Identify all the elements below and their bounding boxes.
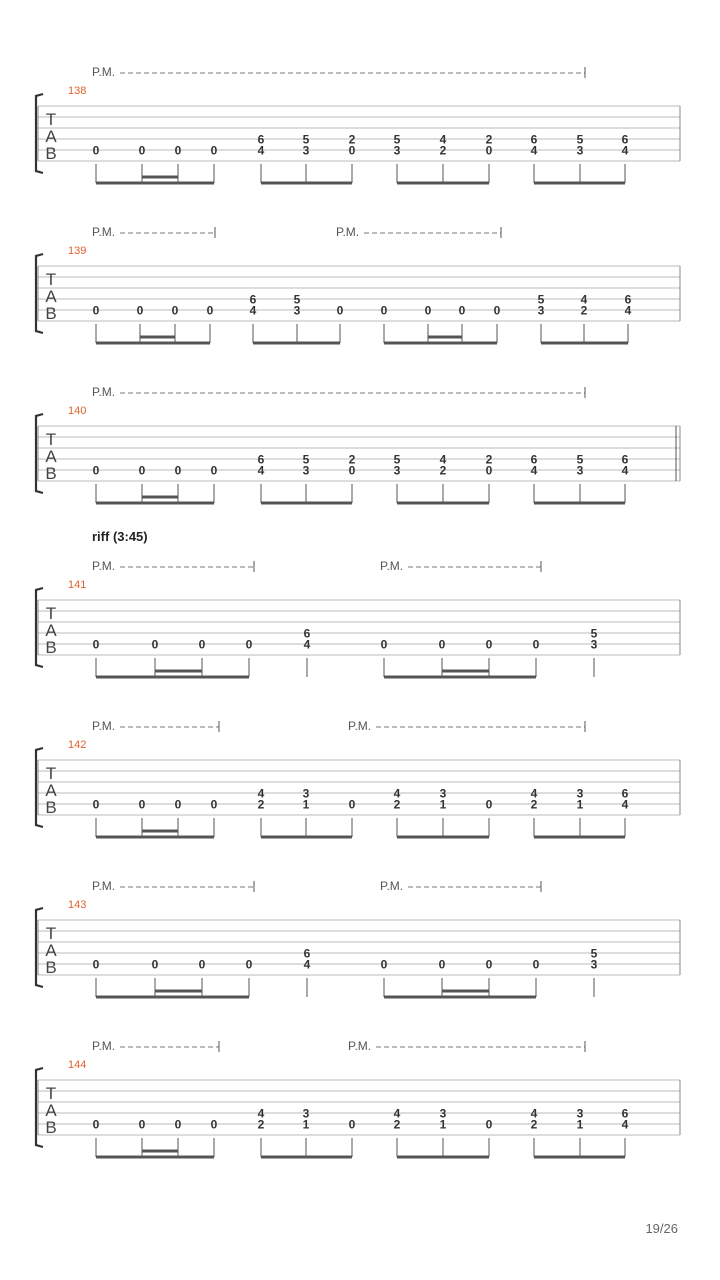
fret-number: 0 — [92, 463, 100, 478]
fret-number: 0 — [92, 303, 100, 318]
fret-number: 3 — [393, 463, 401, 478]
fret-number: 0 — [245, 957, 253, 972]
tab-clef-letter: B — [45, 304, 57, 323]
fret-number: 1 — [302, 797, 310, 812]
fret-number: 0 — [348, 1117, 356, 1132]
fret-number: 4 — [393, 786, 401, 801]
fret-number: 1 — [439, 1117, 447, 1132]
palm-mute-label: P.M. — [92, 879, 116, 893]
fret-number: 0 — [138, 797, 146, 812]
fret-number: 0 — [485, 797, 493, 812]
tab-clef-letter: A — [45, 127, 57, 146]
fret-number: 1 — [576, 797, 584, 812]
fret-number: 4 — [257, 143, 265, 158]
palm-mute-label: P.M. — [348, 719, 372, 733]
fret-number: 0 — [348, 797, 356, 812]
tab-system — [36, 879, 680, 997]
tab-clef-letter: B — [45, 638, 57, 657]
fret-number: 0 — [348, 463, 356, 478]
tab-clef-letter: A — [45, 941, 57, 960]
fret-number: 4 — [249, 303, 257, 318]
fret-number: 5 — [393, 132, 401, 147]
fret-number: 4 — [621, 143, 629, 158]
fret-number: 3 — [576, 786, 584, 801]
fret-number: 1 — [439, 797, 447, 812]
fret-number: 4 — [303, 957, 311, 972]
fret-number: 0 — [438, 637, 446, 652]
fret-number: 2 — [257, 1117, 265, 1132]
fret-number: 2 — [348, 132, 356, 147]
fret-number: 0 — [198, 637, 206, 652]
measure-number: 140 — [68, 405, 87, 417]
fret-number: 2 — [393, 797, 401, 812]
tab-system — [36, 1039, 680, 1157]
fret-number: 4 — [439, 132, 447, 147]
fret-number: 0 — [532, 957, 540, 972]
measure-number: 142 — [68, 739, 87, 751]
fret-number: 4 — [257, 786, 265, 801]
fret-number: 1 — [576, 1117, 584, 1132]
fret-number: 0 — [171, 303, 179, 318]
tab-clef-letter: A — [45, 781, 57, 800]
fret-number: 3 — [576, 463, 584, 478]
measure-number: 144 — [68, 1059, 87, 1071]
fret-number: 4 — [580, 292, 588, 307]
fret-number: 2 — [580, 303, 588, 318]
fret-number: 0 — [485, 1117, 493, 1132]
tab-clef-letter: T — [45, 110, 57, 129]
tab-clef-letter: B — [45, 958, 57, 977]
fret-number: 0 — [174, 143, 182, 158]
fret-number: 3 — [293, 303, 301, 318]
tab-clef-letter: T — [45, 270, 57, 289]
measure-number: 141 — [68, 579, 87, 591]
palm-mute-label: P.M. — [92, 225, 116, 239]
tab-system — [36, 529, 680, 677]
fret-number: 0 — [336, 303, 344, 318]
fret-number: 0 — [174, 797, 182, 812]
fret-number: 0 — [485, 143, 493, 158]
tab-clef-letter: T — [45, 430, 57, 449]
fret-number: 3 — [590, 637, 598, 652]
fret-number: 6 — [624, 292, 632, 307]
tab-system — [36, 385, 680, 503]
tab-clef-letter: B — [45, 464, 57, 483]
fret-number: 0 — [138, 143, 146, 158]
palm-mute-label: P.M. — [92, 559, 116, 573]
fret-number: 0 — [136, 303, 144, 318]
section-label: riff (3:45) — [92, 529, 148, 544]
fret-number: 4 — [621, 463, 629, 478]
tab-clef-letter: T — [45, 1084, 57, 1103]
tab-clef-letter: T — [45, 604, 57, 623]
fret-number: 3 — [537, 303, 545, 318]
tab-clef-letter: T — [45, 924, 57, 943]
fret-number: 0 — [174, 1117, 182, 1132]
measure-number: 143 — [68, 899, 87, 911]
fret-number: 4 — [530, 1106, 538, 1121]
fret-number: 0 — [380, 637, 388, 652]
fret-number: 6 — [621, 452, 629, 467]
fret-number: 0 — [210, 797, 218, 812]
fret-number: 0 — [380, 303, 388, 318]
fret-number: 5 — [302, 132, 310, 147]
fret-number: 0 — [92, 797, 100, 812]
fret-number: 2 — [439, 143, 447, 158]
tab-clef-letter: B — [45, 798, 57, 817]
fret-number: 0 — [92, 637, 100, 652]
fret-number: 0 — [485, 637, 493, 652]
fret-number: 2 — [485, 132, 493, 147]
palm-mute-label: P.M. — [336, 225, 360, 239]
fret-number: 6 — [257, 452, 265, 467]
fret-number: 0 — [138, 463, 146, 478]
fret-number: 4 — [303, 637, 311, 652]
fret-number: 1 — [302, 1117, 310, 1132]
fret-number: 0 — [92, 957, 100, 972]
fret-number: 4 — [530, 143, 538, 158]
fret-number: 2 — [485, 452, 493, 467]
fret-number: 2 — [530, 1117, 538, 1132]
fret-number: 4 — [621, 1117, 629, 1132]
fret-number: 3 — [302, 786, 310, 801]
measure-number: 139 — [68, 245, 87, 257]
fret-number: 0 — [151, 637, 159, 652]
fret-number: 5 — [293, 292, 301, 307]
fret-number: 4 — [530, 463, 538, 478]
fret-number: 0 — [348, 143, 356, 158]
fret-number: 0 — [138, 1117, 146, 1132]
fret-number: 2 — [530, 797, 538, 812]
fret-number: 5 — [590, 946, 598, 961]
fret-number: 6 — [303, 626, 311, 641]
palm-mute-label: P.M. — [380, 879, 404, 893]
palm-mute-label: P.M. — [380, 559, 404, 573]
page-number: 19/26 — [645, 1221, 678, 1236]
fret-number: 5 — [302, 452, 310, 467]
fret-number: 5 — [590, 626, 598, 641]
tab-system — [36, 65, 680, 183]
fret-number: 0 — [210, 1117, 218, 1132]
palm-mute-label: P.M. — [92, 65, 116, 79]
palm-mute-label: P.M. — [92, 1039, 116, 1053]
palm-mute-label: P.M. — [92, 385, 116, 399]
palm-mute-label: P.M. — [92, 719, 116, 733]
fret-number: 0 — [493, 303, 501, 318]
fret-number: 4 — [624, 303, 632, 318]
tab-system — [36, 719, 680, 837]
fret-number: 0 — [92, 1117, 100, 1132]
palm-mute-label: P.M. — [348, 1039, 372, 1053]
fret-number: 2 — [257, 797, 265, 812]
fret-number: 0 — [92, 143, 100, 158]
fret-number: 6 — [303, 946, 311, 961]
fret-number: 0 — [485, 463, 493, 478]
fret-number: 0 — [424, 303, 432, 318]
fret-number: 2 — [439, 463, 447, 478]
fret-number: 3 — [576, 143, 584, 158]
fret-number: 3 — [439, 786, 447, 801]
fret-number: 0 — [245, 637, 253, 652]
fret-number: 3 — [576, 1106, 584, 1121]
fret-number: 4 — [439, 452, 447, 467]
fret-number: 5 — [537, 292, 545, 307]
tab-clef-letter: A — [45, 447, 57, 466]
fret-number: 0 — [198, 957, 206, 972]
fret-number: 2 — [348, 452, 356, 467]
fret-number: 6 — [249, 292, 257, 307]
fret-number: 3 — [393, 143, 401, 158]
tab-clef-letter: B — [45, 144, 57, 163]
measure-number: 138 — [68, 85, 87, 97]
fret-number: 0 — [206, 303, 214, 318]
fret-number: 4 — [621, 797, 629, 812]
fret-number: 0 — [458, 303, 466, 318]
fret-number: 6 — [257, 132, 265, 147]
fret-number: 0 — [151, 957, 159, 972]
fret-number: 0 — [174, 463, 182, 478]
tab-clef-letter: A — [45, 621, 57, 640]
fret-number: 3 — [302, 143, 310, 158]
tab-clef-letter: A — [45, 1101, 57, 1120]
fret-number: 3 — [590, 957, 598, 972]
fret-number: 4 — [257, 1106, 265, 1121]
fret-number: 5 — [576, 132, 584, 147]
fret-number: 6 — [621, 786, 629, 801]
fret-number: 6 — [621, 1106, 629, 1121]
fret-number: 3 — [439, 1106, 447, 1121]
fret-number: 6 — [530, 132, 538, 147]
tab-clef-letter: A — [45, 287, 57, 306]
fret-number: 4 — [257, 463, 265, 478]
fret-number: 0 — [210, 463, 218, 478]
fret-number: 0 — [380, 957, 388, 972]
fret-number: 0 — [438, 957, 446, 972]
fret-number: 6 — [530, 452, 538, 467]
fret-number: 0 — [532, 637, 540, 652]
fret-number: 6 — [621, 132, 629, 147]
tab-clef-letter: T — [45, 764, 57, 783]
tab-clef-letter: B — [45, 1118, 57, 1137]
fret-number: 5 — [576, 452, 584, 467]
tab-system — [36, 225, 680, 343]
fret-number: 0 — [210, 143, 218, 158]
fret-number: 4 — [530, 786, 538, 801]
fret-number: 0 — [485, 957, 493, 972]
fret-number: 3 — [302, 1106, 310, 1121]
fret-number: 4 — [393, 1106, 401, 1121]
fret-number: 2 — [393, 1117, 401, 1132]
fret-number: 3 — [302, 463, 310, 478]
fret-number: 5 — [393, 452, 401, 467]
